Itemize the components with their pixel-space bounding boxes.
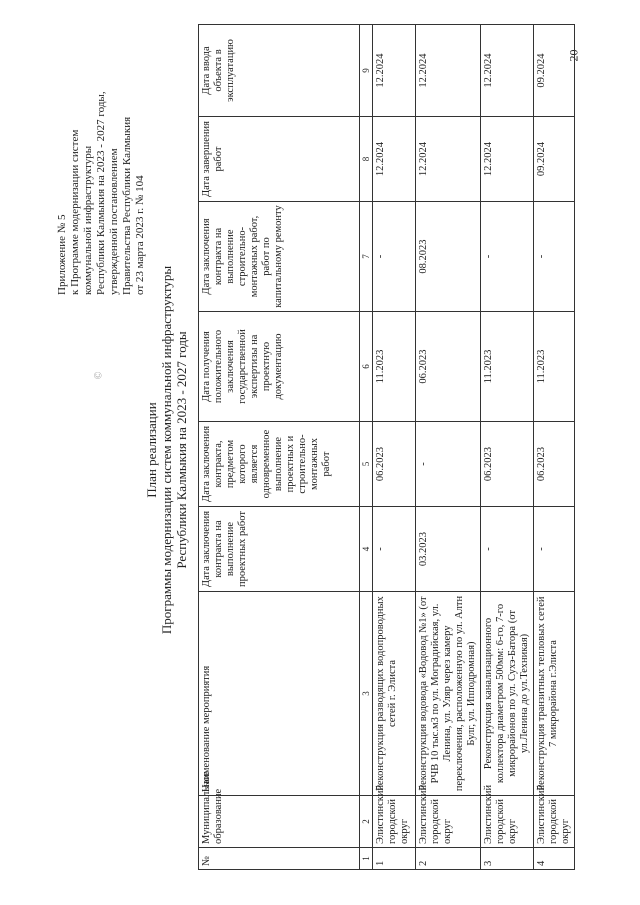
column-number: 8 xyxy=(360,117,373,202)
design-contract-cell: - xyxy=(534,507,575,592)
header-cell: Наименование мероприятия xyxy=(199,592,360,796)
column-number: 7 xyxy=(360,202,373,312)
appendix-line: утвержденной постановлением xyxy=(108,148,120,295)
expertise-cell: 11.2023 xyxy=(373,312,416,422)
appendix-note xyxy=(56,25,147,295)
table-row xyxy=(534,25,575,870)
table-row xyxy=(481,25,534,870)
combined-contract-cell: 06.2023 xyxy=(373,422,416,507)
row-number: 3 xyxy=(481,848,534,870)
row-number: 1 xyxy=(373,848,416,870)
completion-cell: 12.2024 xyxy=(373,117,416,202)
table-row xyxy=(416,25,481,870)
measure-name-cell: Реконструкция транзитных тепловых сетей 7 микрорайона г.Элиста xyxy=(534,592,575,796)
title-line-1: План реализации xyxy=(144,402,159,498)
document-title xyxy=(144,25,189,875)
column-number: 9 xyxy=(360,25,373,117)
commissioning-cell: 12.2024 xyxy=(416,25,481,117)
appendix-line: Республики Калмыкия на 2023 - 2027 годы, xyxy=(95,91,107,295)
header-cell: Дата заключения контракта, предметом которого является одновременное выполнение проектных и строительно-монтажных работ xyxy=(199,422,360,507)
combined-contract-cell: 06.2023 xyxy=(534,422,575,507)
expertise-cell: 06.2023 xyxy=(416,312,481,422)
municipality-cell: Элистинский городской округ xyxy=(534,796,575,848)
design-contract-cell: - xyxy=(481,507,534,592)
plan-table xyxy=(198,24,575,870)
column-number: 4 xyxy=(360,507,373,592)
header-cell: № xyxy=(199,848,360,870)
design-contract-cell: 03.2023 xyxy=(416,507,481,592)
expertise-cell: 11.2023 xyxy=(534,312,575,422)
construction-contract-cell: - xyxy=(534,202,575,312)
column-number: 6 xyxy=(360,312,373,422)
row-number: 2 xyxy=(416,848,481,870)
construction-contract-cell: - xyxy=(373,202,416,312)
commissioning-cell: 09.2024 xyxy=(534,25,575,117)
municipality-cell: Элистинский городской округ xyxy=(481,796,534,848)
appendix-line: Приложение № 5 xyxy=(56,214,68,295)
expertise-cell: 11.2023 xyxy=(481,312,534,422)
header-cell: Муниципальное образование xyxy=(199,796,360,848)
measure-name-cell: Реконструкция канализационного коллектора диаметром 500мм: 6-го, 7-го микрорайонов по ул. Сухэ-Батора (от ул.Ленина до ул.Техникая) xyxy=(481,592,534,796)
appendix-line: коммунальной инфраструктуры xyxy=(82,145,94,295)
page-number: 20 xyxy=(566,49,581,62)
column-number-row xyxy=(360,25,373,870)
table-row xyxy=(373,25,416,870)
measure-name-cell: Реконструкция разводящих водопроводных сетей г. Элиста xyxy=(373,592,416,796)
title-line-3: Республики Калмыкия на 2023 - 2027 годы xyxy=(174,331,189,569)
header-cell: Дата получения положительного заключения государственной экспертизы на проектную документацию xyxy=(199,312,360,422)
appendix-line: Правительства Республики Калмыкия xyxy=(121,116,133,295)
combined-contract-cell: 06.2023 xyxy=(481,422,534,507)
construction-contract-cell: - xyxy=(481,202,534,312)
measure-name-cell: Реконструкция водовода «Водовод №1» (от РЧВ 10 тыс.м3 по ул. Моградийская, ул. Ленина, ул. Уляр через камеру переключения, расположенную по ул. Алтн Булг, ул. Ипподромная) xyxy=(416,592,481,796)
header-row xyxy=(199,25,360,870)
appendix-line: от 23 марта 2023 г. № 104 xyxy=(134,175,146,295)
title-line-2: Программы модернизации систем коммунальной инфраструктуры xyxy=(159,265,174,635)
header-cell: Дата заключения контракта на выполнение проектных работ xyxy=(199,507,360,592)
rotated-document xyxy=(52,25,571,875)
design-contract-cell: - xyxy=(373,507,416,592)
municipality-cell: Элистинский городской округ xyxy=(416,796,481,848)
commissioning-cell: 12.2024 xyxy=(373,25,416,117)
column-number: 2 xyxy=(360,796,373,848)
column-number: 5 xyxy=(360,422,373,507)
column-number: 1 xyxy=(360,848,373,870)
column-number: 3 xyxy=(360,592,373,796)
header-cell: Дата ввода объекта в эксплуатацию xyxy=(199,25,360,117)
row-number: 4 xyxy=(534,848,575,870)
completion-cell: 12.2024 xyxy=(416,117,481,202)
scan-mark: © xyxy=(93,371,105,380)
commissioning-cell: 12.2024 xyxy=(481,25,534,117)
combined-contract-cell: - xyxy=(416,422,481,507)
completion-cell: 12.2024 xyxy=(481,117,534,202)
header-cell: Дата завершения работ xyxy=(199,117,360,202)
completion-cell: 09.2024 xyxy=(534,117,575,202)
municipality-cell: Элистинский городской округ xyxy=(373,796,416,848)
construction-contract-cell: 08.2023 xyxy=(416,202,481,312)
appendix-line: к Программе модернизации систем xyxy=(69,129,81,295)
header-cell: Дата заключения контракта на выполнение строительно-монтажных работ, работ по капитальному ремонту xyxy=(199,202,360,312)
